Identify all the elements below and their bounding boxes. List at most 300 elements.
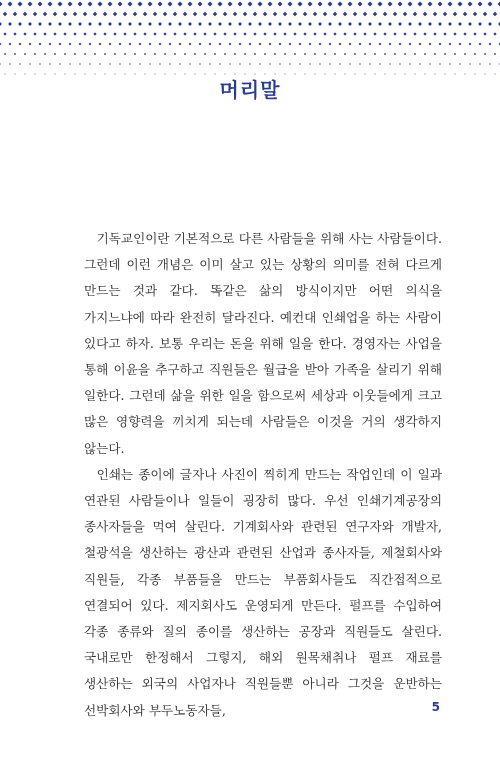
pattern-dot bbox=[49, 43, 52, 46]
pattern-dot bbox=[383, 32, 386, 35]
pattern-dot bbox=[463, 12, 467, 16]
pattern-dot bbox=[33, 32, 36, 35]
pattern-dot bbox=[174, 53, 176, 55]
pattern-dot bbox=[108, 22, 112, 26]
pattern-dot bbox=[99, 43, 102, 46]
pattern-dot bbox=[399, 43, 402, 46]
pattern-dot bbox=[483, 12, 487, 16]
pattern-dot bbox=[203, 12, 207, 16]
pattern-dot bbox=[273, 12, 277, 16]
pattern-dot bbox=[123, 12, 127, 16]
pattern-dot bbox=[143, 32, 146, 35]
pattern-dot bbox=[143, 12, 147, 16]
pattern-dot bbox=[0, 63, 1, 65]
pattern-dot bbox=[244, 53, 246, 55]
pattern-dot bbox=[209, 43, 212, 46]
pattern-dot bbox=[419, 63, 421, 65]
pattern-dot bbox=[228, 2, 233, 7]
pattern-dot bbox=[423, 12, 427, 16]
pattern-dot bbox=[134, 53, 136, 55]
pattern-dot bbox=[294, 53, 296, 55]
pattern-dot bbox=[63, 12, 67, 16]
pattern-dot bbox=[353, 32, 356, 35]
pattern-dot bbox=[303, 32, 306, 35]
pattern-dot bbox=[379, 43, 382, 46]
pattern-dot bbox=[224, 53, 226, 55]
pattern-dot bbox=[253, 32, 256, 35]
pattern-dot bbox=[28, 2, 33, 7]
pattern-dot bbox=[179, 63, 181, 65]
pattern-dot bbox=[324, 53, 326, 55]
pattern-dot bbox=[218, 22, 222, 26]
pattern-dot bbox=[144, 53, 146, 55]
pattern-dot bbox=[429, 63, 431, 65]
pattern-dot bbox=[44, 53, 46, 55]
pattern-dot bbox=[298, 2, 303, 7]
pattern-dot bbox=[103, 32, 106, 35]
pattern-dot bbox=[153, 32, 156, 35]
pattern-dot bbox=[18, 22, 22, 26]
pattern-dot bbox=[79, 43, 82, 46]
pattern-dot bbox=[168, 22, 172, 26]
pattern-dot bbox=[468, 2, 473, 7]
pattern-dot bbox=[223, 32, 226, 35]
pattern-dot bbox=[69, 43, 72, 46]
pattern-dot bbox=[58, 2, 63, 7]
pattern-dot bbox=[13, 12, 17, 16]
pattern-dot bbox=[473, 32, 476, 35]
pattern-dot bbox=[239, 43, 242, 46]
pattern-dot bbox=[148, 2, 153, 7]
pattern-dot bbox=[203, 32, 206, 35]
pattern-dot bbox=[399, 63, 401, 65]
pattern-dot bbox=[308, 22, 312, 26]
pattern-dot bbox=[393, 32, 396, 35]
pattern-dot bbox=[113, 12, 117, 16]
pattern-dot bbox=[169, 63, 171, 65]
pattern-dot bbox=[73, 32, 76, 35]
pattern-dot bbox=[39, 43, 42, 46]
pattern-dot bbox=[153, 12, 157, 16]
pattern-dot bbox=[389, 63, 391, 65]
pattern-dot bbox=[118, 22, 122, 26]
pattern-dot bbox=[388, 22, 392, 26]
pattern-dot bbox=[259, 63, 261, 65]
pattern-dot bbox=[428, 22, 432, 26]
pattern-dot bbox=[84, 53, 86, 55]
pattern-dot bbox=[469, 63, 471, 65]
pattern-dot bbox=[278, 2, 283, 7]
pattern-dot bbox=[409, 63, 411, 65]
pattern-dot bbox=[133, 32, 136, 35]
pattern-dot bbox=[109, 63, 111, 65]
pattern-dot bbox=[193, 32, 196, 35]
pattern-dot bbox=[194, 53, 196, 55]
pattern-dot bbox=[269, 43, 272, 46]
pattern-dot bbox=[489, 63, 491, 65]
pattern-dot bbox=[409, 43, 412, 46]
pattern-dot bbox=[289, 43, 292, 46]
pattern-dot bbox=[393, 12, 397, 16]
pattern-dot bbox=[93, 12, 97, 16]
pattern-dot bbox=[479, 63, 481, 65]
pattern-dot bbox=[279, 63, 281, 65]
pattern-dot bbox=[43, 12, 47, 16]
pattern-dot bbox=[128, 22, 132, 26]
pattern-dot bbox=[158, 22, 162, 26]
pattern-dot bbox=[133, 12, 137, 16]
pattern-dot bbox=[319, 43, 322, 46]
pattern-dot bbox=[398, 22, 402, 26]
pattern-dot bbox=[138, 22, 142, 26]
pattern-dot bbox=[413, 32, 416, 35]
pattern-dot bbox=[408, 22, 412, 26]
pattern-dot bbox=[109, 43, 112, 46]
pattern-dot bbox=[229, 43, 232, 46]
pattern-dot bbox=[488, 22, 492, 26]
pattern-dot bbox=[9, 63, 11, 65]
pattern-dot bbox=[353, 12, 357, 16]
pattern-dot bbox=[78, 22, 82, 26]
pattern-dot bbox=[403, 12, 407, 16]
pattern-dot bbox=[309, 63, 311, 65]
pattern-dot bbox=[9, 43, 12, 46]
pattern-dot bbox=[23, 32, 26, 35]
pattern-dot bbox=[429, 43, 432, 46]
pattern-dot bbox=[98, 22, 102, 26]
pattern-dot bbox=[488, 2, 493, 7]
pattern-dot bbox=[398, 2, 403, 7]
pattern-dot bbox=[179, 43, 182, 46]
pattern-dot bbox=[433, 12, 437, 16]
pattern-dot bbox=[154, 53, 156, 55]
pattern-dot bbox=[313, 32, 316, 35]
pattern-dot bbox=[288, 2, 293, 7]
pattern-dot bbox=[268, 2, 273, 7]
pattern-dot bbox=[454, 53, 456, 55]
pattern-dot bbox=[348, 22, 352, 26]
pattern-dot bbox=[129, 43, 132, 46]
pattern-dot bbox=[348, 2, 353, 7]
pattern-dot bbox=[484, 53, 486, 55]
pattern-dot bbox=[328, 22, 332, 26]
pattern-dot bbox=[323, 12, 327, 16]
pattern-dot bbox=[394, 53, 396, 55]
pattern-dot bbox=[448, 22, 452, 26]
pattern-dot bbox=[149, 43, 152, 46]
pattern-dot bbox=[0, 22, 2, 26]
pattern-dot bbox=[169, 43, 172, 46]
pattern-dot bbox=[29, 43, 32, 46]
pattern-dot bbox=[163, 12, 167, 16]
pattern-dot bbox=[163, 32, 166, 35]
pattern-dot bbox=[378, 2, 383, 7]
pattern-dot bbox=[464, 53, 466, 55]
pattern-dot bbox=[63, 32, 66, 35]
pattern-dot bbox=[478, 2, 483, 7]
pattern-dot bbox=[34, 53, 36, 55]
pattern-dot bbox=[493, 32, 496, 35]
pattern-dot bbox=[234, 53, 236, 55]
pattern-dot bbox=[318, 22, 322, 26]
pattern-dot bbox=[33, 12, 37, 16]
pattern-dot bbox=[23, 12, 27, 16]
pattern-dot bbox=[68, 2, 73, 7]
pattern-dot bbox=[38, 2, 43, 7]
pattern-dot bbox=[293, 12, 297, 16]
pattern-dot bbox=[309, 43, 312, 46]
pattern-dot bbox=[479, 43, 482, 46]
pattern-dot bbox=[29, 63, 31, 65]
pattern-dot bbox=[428, 2, 433, 7]
pattern-dot bbox=[94, 53, 96, 55]
pattern-dot bbox=[48, 22, 52, 26]
pattern-dot bbox=[83, 12, 87, 16]
pattern-dot bbox=[408, 2, 413, 7]
pattern-dot bbox=[114, 53, 116, 55]
pattern-dot bbox=[238, 22, 242, 26]
pattern-dot bbox=[334, 53, 336, 55]
pattern-dot bbox=[254, 53, 256, 55]
pattern-dot bbox=[38, 22, 42, 26]
pattern-dot bbox=[49, 63, 51, 65]
pattern-dot bbox=[0, 2, 3, 7]
pattern-dot bbox=[418, 2, 423, 7]
pattern-dot bbox=[453, 32, 456, 35]
pattern-dot bbox=[164, 53, 166, 55]
pattern-dot bbox=[159, 63, 161, 65]
pattern-dot bbox=[53, 32, 56, 35]
pattern-dot bbox=[439, 43, 442, 46]
pattern-dot bbox=[119, 63, 121, 65]
pattern-dot bbox=[358, 2, 363, 7]
pattern-dot bbox=[444, 53, 446, 55]
pattern-dot bbox=[333, 32, 336, 35]
pattern-dot bbox=[453, 12, 457, 16]
pattern-dot bbox=[113, 32, 116, 35]
pattern-dot bbox=[379, 63, 381, 65]
pattern-dot bbox=[339, 63, 341, 65]
pattern-dot bbox=[3, 12, 7, 16]
pattern-dot bbox=[458, 2, 463, 7]
pattern-dot bbox=[383, 12, 387, 16]
pattern-dot bbox=[54, 53, 56, 55]
pattern-dot bbox=[318, 2, 323, 7]
pattern-dot bbox=[313, 12, 317, 16]
pattern-dot bbox=[229, 63, 231, 65]
pattern-dot bbox=[58, 22, 62, 26]
body-text bbox=[84, 226, 442, 724]
pattern-dot bbox=[219, 43, 222, 46]
pattern-dot bbox=[198, 22, 202, 26]
pattern-dot bbox=[48, 2, 53, 7]
pattern-dot bbox=[443, 32, 446, 35]
pattern-dot bbox=[293, 32, 296, 35]
pattern-dot bbox=[73, 12, 77, 16]
pattern-dot bbox=[378, 22, 382, 26]
pattern-dot bbox=[363, 12, 367, 16]
pattern-dot bbox=[83, 32, 86, 35]
pattern-dot bbox=[158, 2, 163, 7]
pattern-dot bbox=[199, 43, 202, 46]
pattern-dot bbox=[273, 32, 276, 35]
pattern-dot bbox=[349, 63, 351, 65]
pattern-dot bbox=[359, 43, 362, 46]
pattern-dot bbox=[283, 12, 287, 16]
pattern-dot bbox=[184, 53, 186, 55]
pattern-dot bbox=[343, 12, 347, 16]
pattern-dot bbox=[433, 32, 436, 35]
pattern-dot bbox=[413, 12, 417, 16]
pattern-dot bbox=[79, 63, 81, 65]
pattern-dot bbox=[238, 2, 243, 7]
paragraph-2: 인쇄는 종이에 글자나 사진이 찍히게 만드는 작업인데 이 일과 연관된 사람들이나 일들이 굉장히 많다. 우선 인쇄기계공장의 종사자들을 먹여 살린다. 기계회사와 관련된 연구자와 개발자, 철광석을 생산하는 광산과 관련된 산업과 종사자들, 제철회사와 직원들, 각종 부품들을 만드는 부품회사들도 직간접적으로 연결되어 있다. 제지회사도 운영되게 만든다. 펄프를 수입하여 각종 종류와 질의 종이를 생산하는 공장과 직원들도 살린다. 국내로만 한정해서 그렇지, 해외 원목채취나 펄프 재료를 생산하는 외국의 사업자나 직원들뿐 아니라 그것을 운반하는 선박회사와 부두노동자들, bbox=[84, 466, 442, 718]
pattern-dot bbox=[188, 22, 192, 26]
pattern-dot bbox=[8, 2, 13, 7]
pattern-dot bbox=[489, 43, 492, 46]
pattern-dot bbox=[283, 32, 286, 35]
pattern-dot bbox=[339, 43, 342, 46]
pattern-dot bbox=[424, 53, 426, 55]
pattern-dot bbox=[328, 2, 333, 7]
pattern-dot bbox=[458, 22, 462, 26]
dot-pattern-header bbox=[0, 0, 500, 78]
pattern-dot bbox=[344, 53, 346, 55]
pattern-dot bbox=[289, 63, 291, 65]
pattern-dot bbox=[214, 53, 216, 55]
pattern-dot bbox=[259, 43, 262, 46]
pattern-dot bbox=[249, 43, 252, 46]
pattern-dot bbox=[19, 63, 21, 65]
pattern-dot bbox=[243, 12, 247, 16]
pattern-dot bbox=[418, 22, 422, 26]
pattern-dot bbox=[333, 12, 337, 16]
pattern-dot bbox=[299, 43, 302, 46]
pattern-dot bbox=[349, 43, 352, 46]
pattern-dot bbox=[384, 53, 386, 55]
pattern-dot bbox=[74, 53, 76, 55]
pattern-dot bbox=[448, 2, 453, 7]
pattern-dot bbox=[423, 32, 426, 35]
pattern-dot bbox=[373, 32, 376, 35]
pattern-dot bbox=[18, 2, 23, 7]
pattern-dot bbox=[369, 63, 371, 65]
pattern-dot bbox=[59, 43, 62, 46]
pattern-dot bbox=[243, 32, 246, 35]
pattern-dot bbox=[88, 2, 93, 7]
pattern-dot bbox=[248, 2, 253, 7]
pattern-dot bbox=[258, 22, 262, 26]
pattern-dot bbox=[354, 53, 356, 55]
pattern-dot bbox=[274, 53, 276, 55]
pattern-dot bbox=[69, 63, 71, 65]
pattern-dot bbox=[168, 2, 173, 7]
pattern-dot bbox=[199, 63, 201, 65]
pattern-dot bbox=[303, 12, 307, 16]
pattern-dot bbox=[43, 32, 46, 35]
pattern-dot bbox=[173, 12, 177, 16]
pattern-dot bbox=[284, 53, 286, 55]
pattern-dot bbox=[189, 63, 191, 65]
pattern-dot bbox=[443, 12, 447, 16]
pattern-dot bbox=[404, 53, 406, 55]
pattern-dot bbox=[89, 43, 92, 46]
pattern-dot bbox=[0, 43, 1, 46]
pattern-dot bbox=[98, 2, 103, 7]
pattern-dot bbox=[269, 63, 271, 65]
pattern-dot bbox=[233, 12, 237, 16]
pattern-dot bbox=[204, 53, 206, 55]
pattern-dot bbox=[263, 12, 267, 16]
pattern-dot bbox=[213, 32, 216, 35]
pattern-dot bbox=[123, 32, 126, 35]
pattern-dot bbox=[359, 63, 361, 65]
pattern-dot bbox=[59, 63, 61, 65]
pattern-dot bbox=[469, 43, 472, 46]
pattern-dot bbox=[239, 63, 241, 65]
pattern-dot bbox=[438, 2, 443, 7]
pattern-dot bbox=[14, 53, 16, 55]
page-title: 머리말 bbox=[219, 78, 281, 102]
pattern-dot bbox=[178, 22, 182, 26]
pattern-dot bbox=[13, 32, 16, 35]
pattern-dot bbox=[314, 53, 316, 55]
pattern-dot bbox=[103, 12, 107, 16]
pattern-dot bbox=[208, 2, 213, 7]
pattern-dot bbox=[473, 12, 477, 16]
pattern-dot bbox=[374, 53, 376, 55]
pattern-dot bbox=[208, 22, 212, 26]
pattern-dot bbox=[373, 12, 377, 16]
pattern-dot bbox=[198, 2, 203, 7]
pattern-dot bbox=[474, 53, 476, 55]
pattern-dot bbox=[4, 53, 6, 55]
pattern-dot bbox=[209, 63, 211, 65]
pattern-dot bbox=[438, 22, 442, 26]
pattern-dot bbox=[8, 22, 12, 26]
pattern-dot bbox=[178, 2, 183, 7]
pattern-dot bbox=[483, 32, 486, 35]
pattern-dot bbox=[308, 2, 313, 7]
pattern-dot bbox=[439, 63, 441, 65]
pattern-dot bbox=[93, 32, 96, 35]
pattern-dot bbox=[3, 32, 6, 35]
pattern-dot bbox=[128, 2, 133, 7]
pattern-dot bbox=[319, 63, 321, 65]
pattern-dot bbox=[249, 63, 251, 65]
pattern-dot bbox=[149, 63, 151, 65]
pattern-dot bbox=[278, 22, 282, 26]
pattern-dot bbox=[403, 32, 406, 35]
pattern-dot bbox=[99, 63, 101, 65]
pattern-dot bbox=[183, 12, 187, 16]
pattern-dot bbox=[104, 53, 106, 55]
pattern-dot bbox=[124, 53, 126, 55]
pattern-dot bbox=[138, 2, 143, 7]
pattern-dot bbox=[148, 22, 152, 26]
pattern-dot bbox=[358, 22, 362, 26]
pattern-dot bbox=[323, 32, 326, 35]
pattern-dot bbox=[189, 43, 192, 46]
pattern-dot bbox=[183, 32, 186, 35]
pattern-dot bbox=[463, 32, 466, 35]
pattern-dot bbox=[53, 12, 57, 16]
pattern-dot bbox=[364, 53, 366, 55]
pattern-dot bbox=[129, 63, 131, 65]
pattern-dot bbox=[494, 53, 496, 55]
pattern-dot bbox=[78, 2, 83, 7]
pattern-dot bbox=[493, 12, 497, 16]
